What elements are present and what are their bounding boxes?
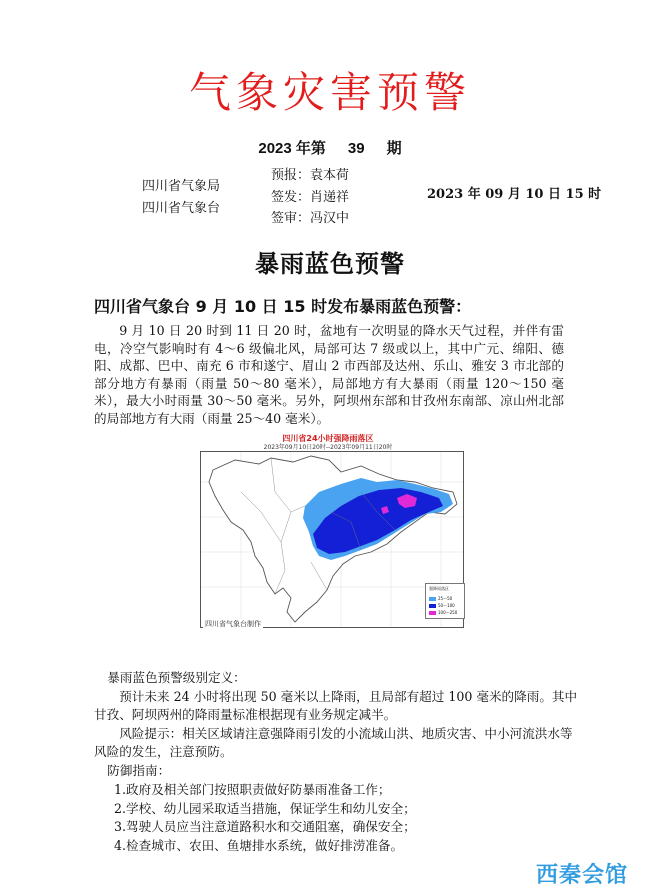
legend-row-2 — [429, 603, 455, 608]
rainfall-map-svg — [201, 452, 463, 627]
legend-title: 强降雨落区 — [429, 586, 449, 591]
definition-heading: 暴雨蓝色预警级别定义： — [107, 670, 246, 685]
watermark-logo: 西秦会馆 — [536, 863, 629, 888]
map-title: 四川省24小时强降雨落区 — [282, 434, 374, 443]
legend-swatch-2 — [429, 604, 436, 608]
issue-date: 2023 年 09 月 10 日 15 时 — [427, 187, 602, 202]
issuer-observatory: 四川省气象台 — [142, 201, 221, 216]
warning-headline: 暴雨蓝色预警 — [255, 250, 405, 278]
signoff-issuer: 签发：肖递祥 — [271, 190, 350, 205]
defense-item-2: 2.学校、幼儿园采取适当措施，保证学生和幼儿安全； — [114, 800, 416, 816]
map-credit: 四川省气象台制作 — [205, 620, 261, 628]
defense-item-1: 1.政府及相关部门按照职责做好防暴雨准备工作； — [114, 782, 391, 797]
definition-section — [94, 669, 578, 762]
signoff-forecaster: 预报：袁本荷 — [271, 168, 350, 183]
warning-body — [94, 322, 564, 427]
legend-row-3 — [429, 610, 457, 615]
legend-label-1: 25～50 — [438, 596, 453, 601]
issue-prefix: 2023 年第 — [258, 140, 326, 157]
issue-suffix: 期 — [386, 140, 402, 157]
legend-swatch-1 — [429, 597, 436, 601]
defense-list — [114, 781, 416, 855]
warning-body-text: 9 月 10 日 20 时到 11 日 20 时，盆地有一次明显的降水天气过程，并伴有雷电，冷空气影响时有 4～6 级偏北风，局部可达 7 级或以上，其中广元、绵阳、德阳、成都、巴中、南充 6 市和遂宁、眉山 2 市西部及达州、乐山、雅安 3 市北部的部分地方有暴雨（雨量 50～80 毫米），局部地方有大暴雨（雨量 120～150 毫米），最大小时雨量 30～50 毫米。另外，阿坝州东部和甘孜州东南部、凉山州北部的局部地方有大雨（雨量 25～40 毫米）。 — [94, 323, 564, 426]
map-legend — [425, 583, 465, 619]
warning-subhead: 四川省气象台 9 月 10 日 15 时发布暴雨蓝色预警： — [94, 297, 472, 316]
defense-heading-wrap — [94, 762, 578, 781]
legend-row-1 — [429, 596, 452, 601]
risk-text: 风险提示：相关区域请注意强降雨引发的小流域山洪、地质灾害、中小河流洪水等风险的发生，注意预防。 — [94, 725, 573, 759]
defense-item-4: 4.检查城市、农田、鱼塘排水系统，做好排涝准备。 — [114, 837, 404, 853]
definition-text: 预计未来 24 小时将出现 50 毫米以上降雨，且局部有超过 100 毫米的降雨。其中甘孜、阿坝两州的降雨量标准根据现有业务规定减半。 — [94, 688, 578, 722]
issuer-bureau: 四川省气象局 — [142, 179, 221, 194]
map-subtitle: 2023年09月10日20时--2023年09月11日20时 — [263, 444, 393, 451]
defense-heading: 防御指南： — [107, 763, 171, 778]
issue-line — [0, 137, 660, 158]
defense-item-3: 3.驾驶人员应当注意道路积水和交通阻塞，确保安全； — [114, 819, 416, 834]
signoff-reviewer: 签审：冯汉中 — [271, 211, 350, 226]
issue-number: 39 — [347, 140, 365, 157]
legend-label-3: 100～250 — [438, 610, 458, 615]
page-title: 气象灾害预警 — [188, 68, 471, 117]
legend-swatch-3 — [429, 611, 436, 615]
legend-label-2: 50～100 — [438, 603, 455, 608]
